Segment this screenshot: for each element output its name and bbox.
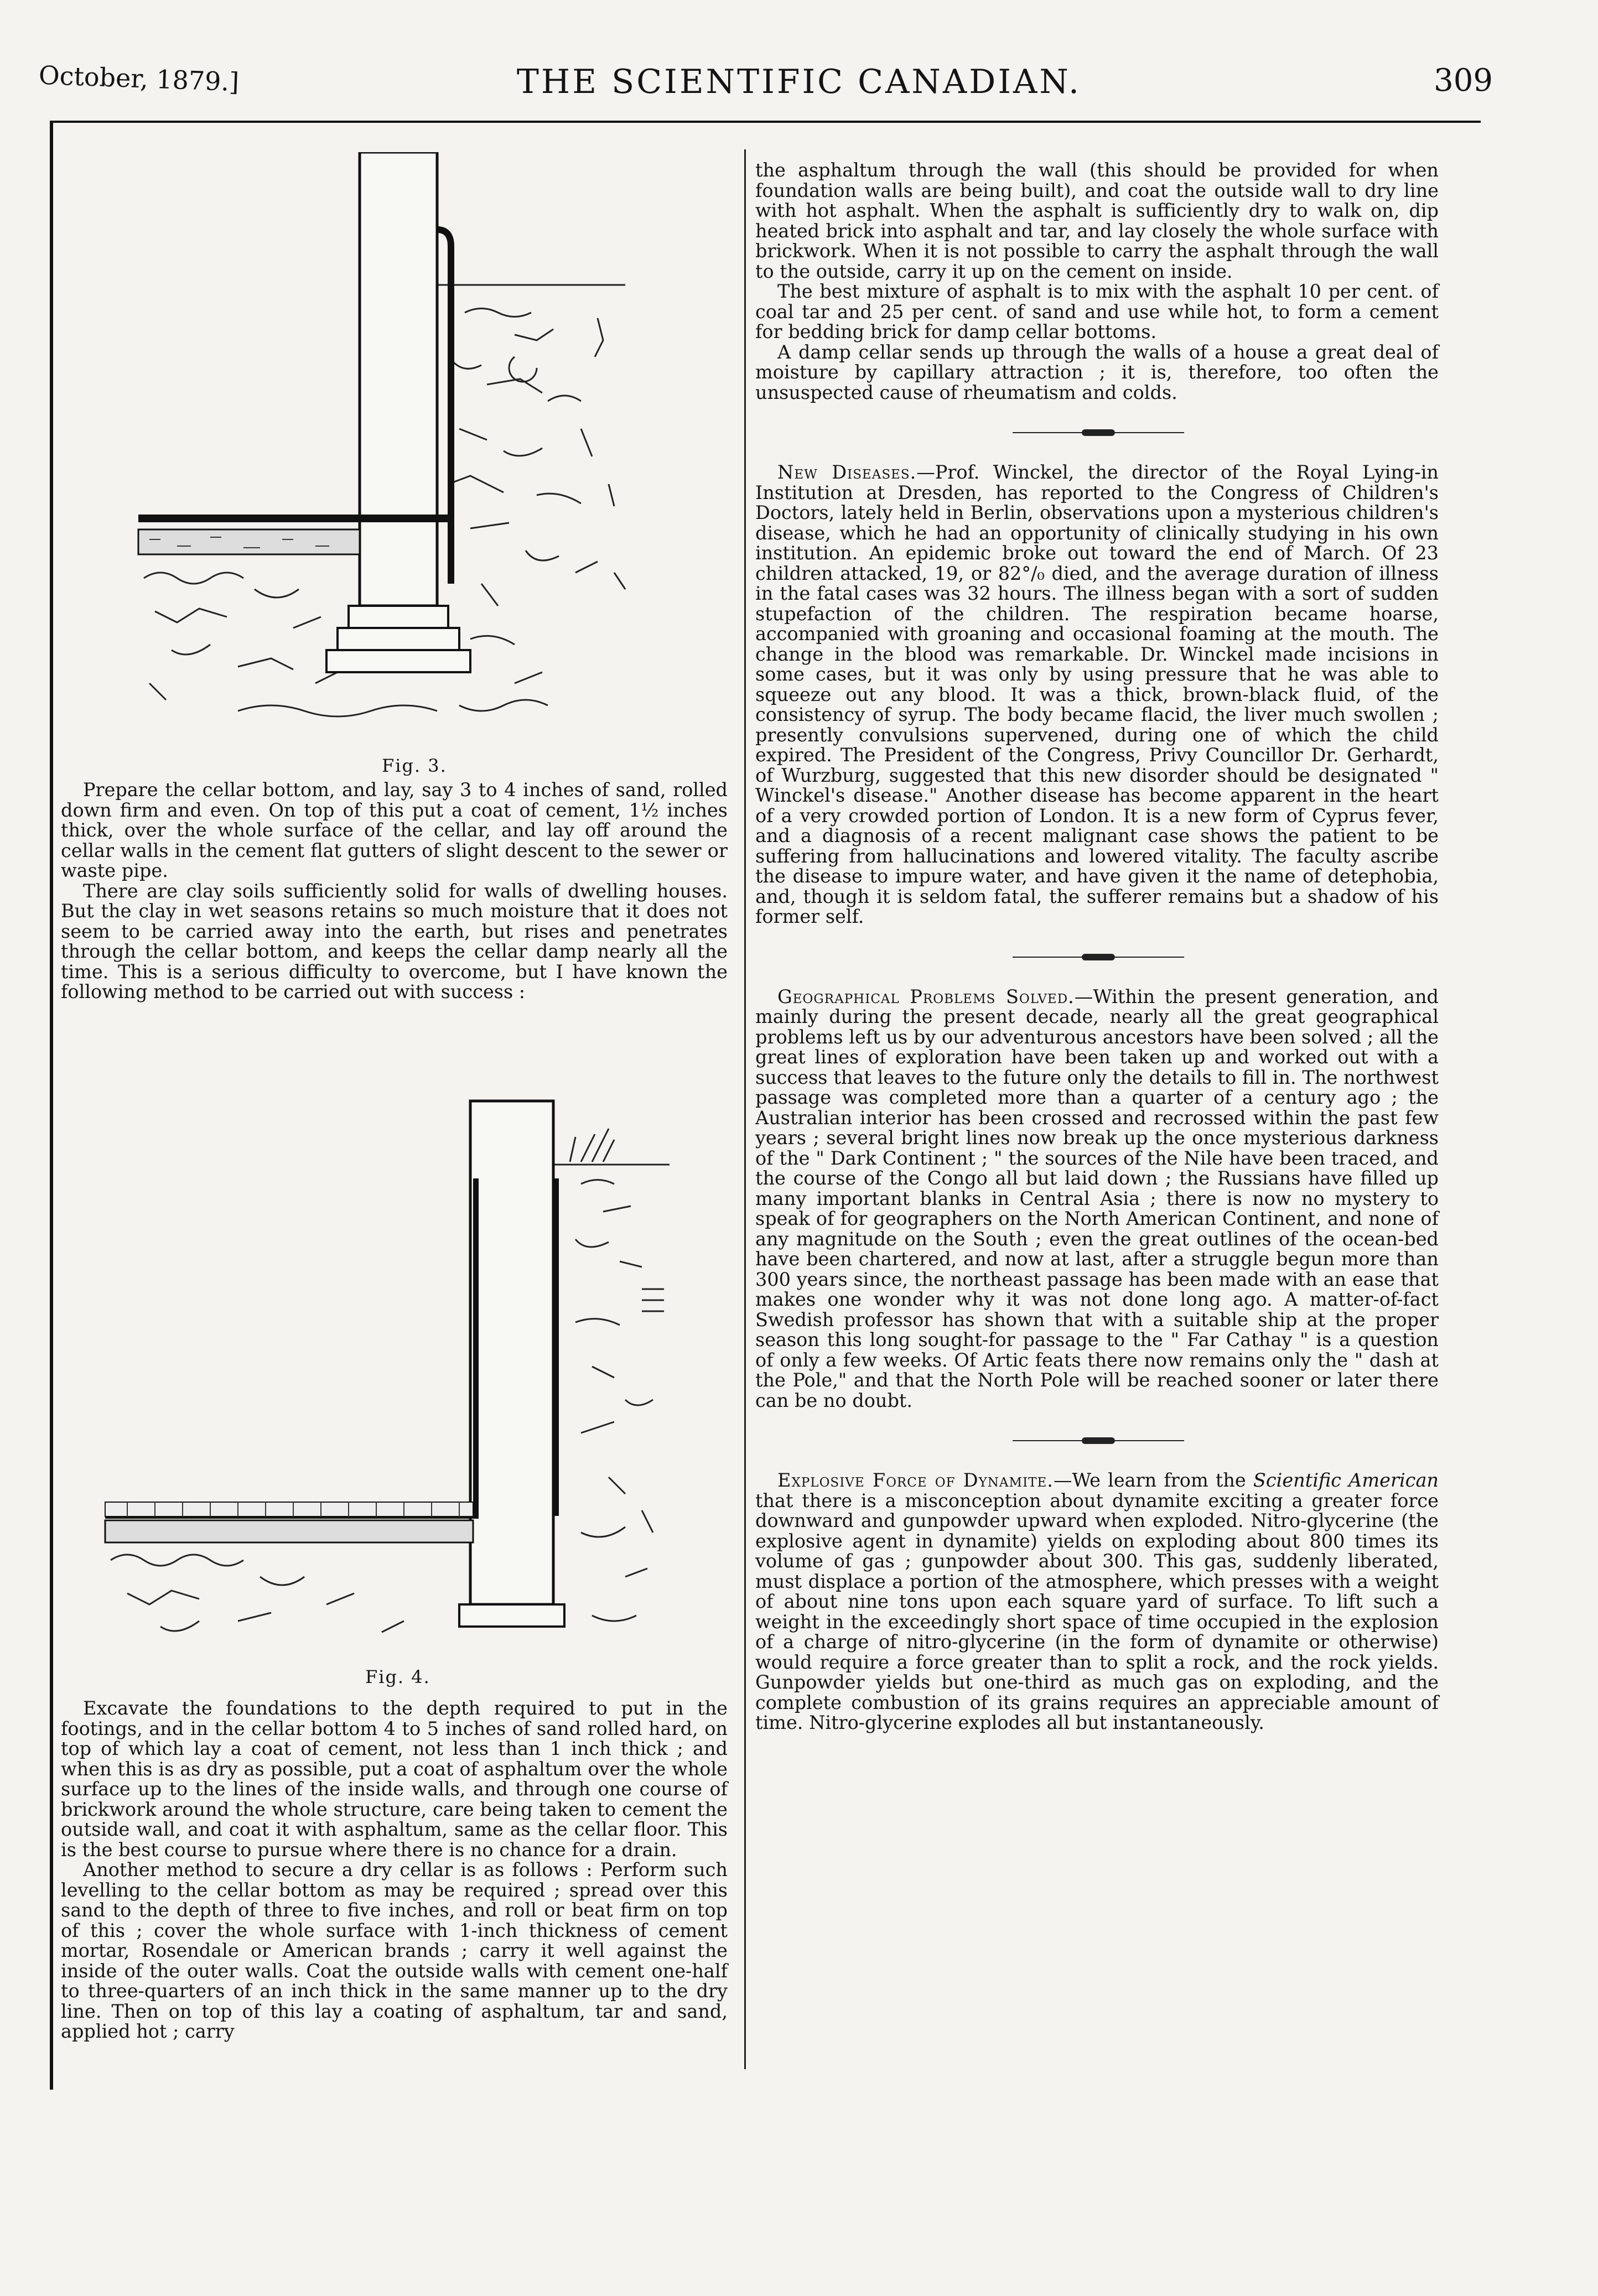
- figure-4-caption: Fig. 4.: [365, 1666, 430, 1687]
- paragraph-excavate: Excavate the foundations to the depth required to put in the footings, and in the cellar bottom 4 to 5 inches of sand rolled hard, on top of which lay a coat of cement, not less than 1 inch thick ; and when this is as dry as possible, put a coat of asphaltum over the whole surface up to the lines of the inside walls, and through one course of brickwork around the whole structure, care being taken to cement the outside wall, and coat it with asphaltum, same as the cellar floor. This is the best course to pursue where there is no chance for a drain.: [61, 1697, 728, 1861]
- paragraph-damp-cellar: A damp cellar sends up through the walls of a house a great deal of moisture by capillary attraction ; it is, therefore, too often the unsuspected cause of rheumatism and colds.: [755, 341, 1439, 403]
- journal-title: THE SCIENTIFIC CANADIAN.: [516, 63, 1082, 101]
- paragraph-asphalt-continued: the asphaltum through the wall (this should be provided for when foundation walls are being built), and coat the outside wall to dry line with hot asphalt. When the asphalt is sufficiently dry to walk on, dip heated brick into asphalt and tar, and lay closely the whole surface with brickwork. When it is not possible to carry the asphalt through the wall to the outside, carry it up on the cement on inside.: [755, 159, 1439, 282]
- figure-3-illustration: [127, 152, 692, 744]
- paragraph-clay-soils: There are clay soils sufficiently solid for walls of dwelling houses. But the clay in wet seasons retains so much moisture that it does not seem to be carried away into the earth, but rises and penetrates through the cellar bottom, and keeps the cellar damp nearly all the time. This is a serious difficulty to overcome, but I have known the following method to be carried out with success :: [61, 880, 728, 1002]
- column-divider: [744, 149, 746, 2069]
- right-column: [755, 160, 1439, 1733]
- paragraph-cellar-bottom: Prepare the cellar bottom, and lay, say 3 to 4 inches of sand, rolled down firm and even. On top of this put a coat of cement, 1½ inches thick, over the whole surface of the cellar, and lay off around the cellar walls in the cement flat gutters of slight descent to the sewer or waste pipe.: [61, 779, 728, 881]
- issue-date: October, 1879.]: [38, 60, 240, 97]
- body-new-diseases: —Prof. Winckel, the director of the Royal Lying-in Institution at Dresden, has reported to the Congress of Children's Doctors, lately held in Berlin, observations upon a mysterious children's disease, which he had an opportunity of clinically studying in his own institution. An epidemic broke out toward the end of March. Of 23 children attacked, 19, or 82°/₀ died, and the average duration of illness in the fatal cases was 32 hours. The illness began with a sort of sudden stupefaction of the children. The respiration became hoarse, accompanied with groaning and occasional foaming at the mouth. The change in the blood was remarkable. Dr. Winckel made incisions in some cases, but it was only by using pressure that he was able to squeeze out any blood. It was a thick, brown-black fluid, of the consistency of syrup. The body became flacid, the liver much swollen ; presently convulsions supervened, during one of which the child expired. The President of the Congress, Privy Councillor Dr. Gerhardt, of Wurzburg, suggested that this new disorder should be designated " Winckel's disease." Another disease has become apparent in the heart of a very crowded portion of London. It is a new form of Cyprus fever, and a diagnosis of a recent malignant case shows the patient to be suffering from hallucinations and lowered vitality. The faculty ascribe the disease to impure water, and have given it the name of detephobia, and, though it is seldom fatal, the sufferer remains but a shadow of his former self.: [755, 461, 1439, 927]
- paragraph-asphalt-mixture: The best mixture of asphalt is to mix with the asphalt 10 per cent. of coal tar and 25 per cent. of sand and use while hot, to form a cement for bedding brick for damp cellar bottoms.: [755, 280, 1439, 342]
- page-number: 309: [1434, 63, 1493, 98]
- figure-4-illustration: [94, 1090, 681, 1649]
- heading-geographical-problems: Geographical Problems Solved.: [777, 985, 1075, 1007]
- section-separator: [755, 427, 1439, 438]
- source-publication: Scientific American: [1253, 1469, 1439, 1491]
- section-separator: [755, 952, 1439, 963]
- body-dynamite: that there is a misconception about dynamite exciting a greater force downward and gunpowder upward when exploded. Nitro-glycerine (the explosive agent in dynamite) yields on exploding about 800 times its volume of gas ; gunpowder about 300. This gas, suddenly liberated, must displace a portion of the atmosphere, which presses with a weight of about nine tons upon each square yard of surface. To lift such a weight in the exceedingly short space of time occupied in the explosion of a charge of nitro-glycerine (in the form of dynamite or otherwise) would require a force greater than to split a rock, and the rock yields. Gunpowder yields but one-third as much gas on exploding, and the complete combustion of its grains requires an appreciable amount of time. Nitro-glycerine explodes all but instantaneously.: [755, 1489, 1439, 1733]
- heading-new-diseases: New Diseases.: [777, 461, 917, 483]
- article-new-diseases: [755, 463, 1439, 927]
- article-dynamite: [755, 1471, 1439, 1733]
- heading-dynamite: Explosive Force of Dynamite.: [777, 1469, 1054, 1491]
- body-geographical-problems: —Within the present generation, and mainly during the present decade, nearly all the great geographical problems left us by our adventurous ancestors have been solved ; all the great lines of exploration have been taken up and worked out with a success that leaves to the future only the details to fill in. The northwest passage was completed more than a quarter of a century ago ; the Australian interior has been crossed and recrossed within the past few years ; several bright lines now break up the once mysterious darkness of the " Dark Continent ; " the sources of the Nile have been traced, and the course of the Congo all but laid down ; the Russians have filled up many important blanks in Central Asia ; there is now no mystery to speak of for geographers on the North American Continent, and none of any magnitude on the South ; even the great outlines of the ocean-bed have been chartered, and now at last, after a struggle begun more than 300 years since, the northeast passage has been made with an ease that makes one wonder why it was not done long ago. A matter-of-fact Swedish professor has shown that with a suitable ship at the proper season this long sought-for passage to the " Far Cathay " is a question of only a few weeks. Of Artic feats there now remains only the " dash at the Pole," and that the North Pole will be reached sooner or later there can be no doubt.: [755, 985, 1439, 1411]
- left-column-text-1: [61, 780, 728, 1002]
- section-separator: [755, 1435, 1439, 1446]
- body-dynamite-intro: —We learn from the: [1053, 1469, 1253, 1491]
- paragraph-another-method: Another method to secure a dry cellar is as follows : Perform such levelling to the cellar bottom as may be required ; spread over this sand to the depth of three to five inches, and roll or beat firm on top of this ; cover the whole surface with 1-inch thickness of cement mortar, Rosendale or American brands ; carry it well against the inside of the outer walls. Coat the outside walls with cement one-half to three-quarters of an inch thick in the same manner up to the dry line. Then on top of this lay a coating of asphaltum, tar and sand, applied hot ; carry: [61, 1859, 728, 2042]
- figure-3-caption: Fig. 3.: [382, 755, 447, 776]
- page-header: [0, 53, 1598, 113]
- article-geographical-problems: [755, 987, 1439, 1411]
- left-column-text-2: [61, 1698, 728, 2042]
